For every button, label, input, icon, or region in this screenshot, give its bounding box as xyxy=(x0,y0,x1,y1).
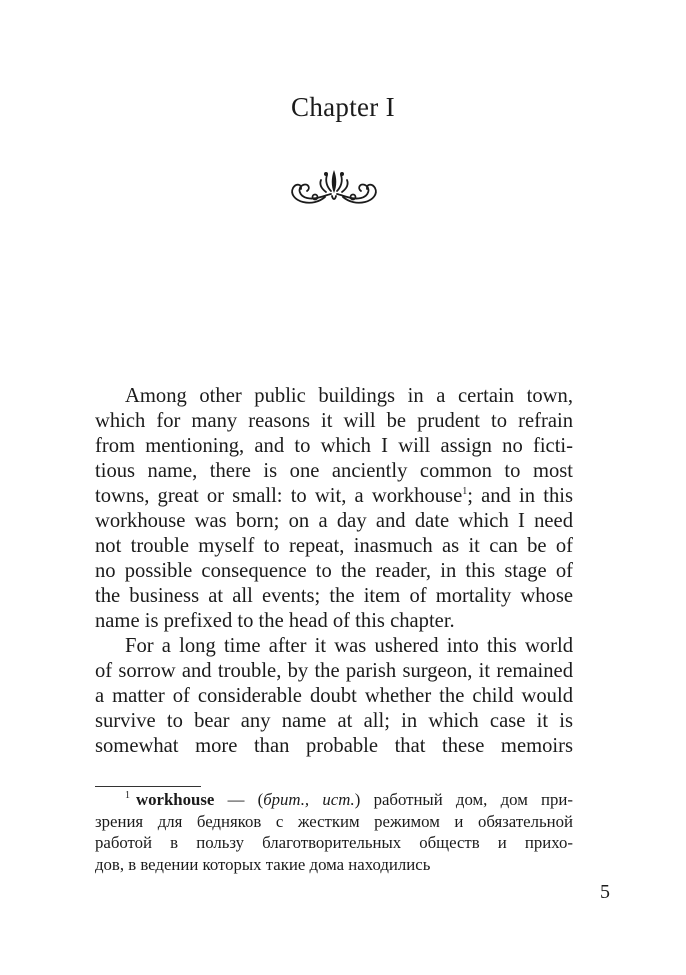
text-line: the business at all events; the item of mortality whose xyxy=(95,585,573,607)
text-line xyxy=(95,484,573,509)
footnote-line: дов, в ведении которых такие дома находились xyxy=(95,854,431,874)
text-line: from mentioning, and to which I will assign no ficti- xyxy=(95,435,573,457)
footnote-term: workhouse xyxy=(136,790,215,809)
text-line: not trouble myself to repeat, inasmuch as it can be of xyxy=(95,535,573,557)
floral-ornament-icon xyxy=(285,166,383,206)
text-line: of sorrow and trouble, by the parish surgeon, it remained xyxy=(95,660,573,682)
footnote-reference[interactable]: 1 xyxy=(462,486,468,498)
text-line: For a long time after it was ushered into this world xyxy=(125,635,573,657)
page-number: 5 xyxy=(600,881,610,903)
text-line: somewhat more than probable that these memoirs xyxy=(95,735,573,757)
text-line: name is prefixed to the head of this chapter. xyxy=(95,610,455,632)
paragraph-2 xyxy=(95,634,573,759)
text-line: a matter of considerable doubt whether the child would xyxy=(95,685,573,707)
text-line: workhouse was born; on a day and date which I need xyxy=(95,510,573,532)
footnote-line xyxy=(95,789,573,811)
chapter-title: Chapter I xyxy=(291,92,395,122)
text-line: which for many reasons it will be prudent to refrain xyxy=(95,410,573,432)
text-line: no possible consequence to the reader, in this stage of xyxy=(95,560,573,582)
text-line: Among other public buildings in a certain town, xyxy=(125,385,573,407)
footnote-number: 1 xyxy=(125,790,130,802)
text-line: tious name, there is one anciently common to most xyxy=(95,460,573,482)
chapter-body xyxy=(95,384,573,759)
footnote-line: работой в пользу благотворительных обществ и прихо- xyxy=(95,833,573,852)
text-segment: ; and in this xyxy=(467,485,573,507)
footnote-divider xyxy=(95,786,201,787)
text-segment: towns, great or small: to wit, a workhouse xyxy=(95,485,463,507)
text-line: survive to bear any name at all; in which case it is xyxy=(95,710,573,732)
paragraph-1 xyxy=(95,384,573,634)
footnote xyxy=(95,789,573,875)
footnote-text: ) работный дом, дом при- xyxy=(354,790,573,809)
footnote-abbreviation: брит., ист. xyxy=(263,790,355,809)
footnote-line: зрения для бедняков с жестким режимом и обязательной xyxy=(95,811,573,831)
footnote-dash: — ( xyxy=(214,790,264,809)
